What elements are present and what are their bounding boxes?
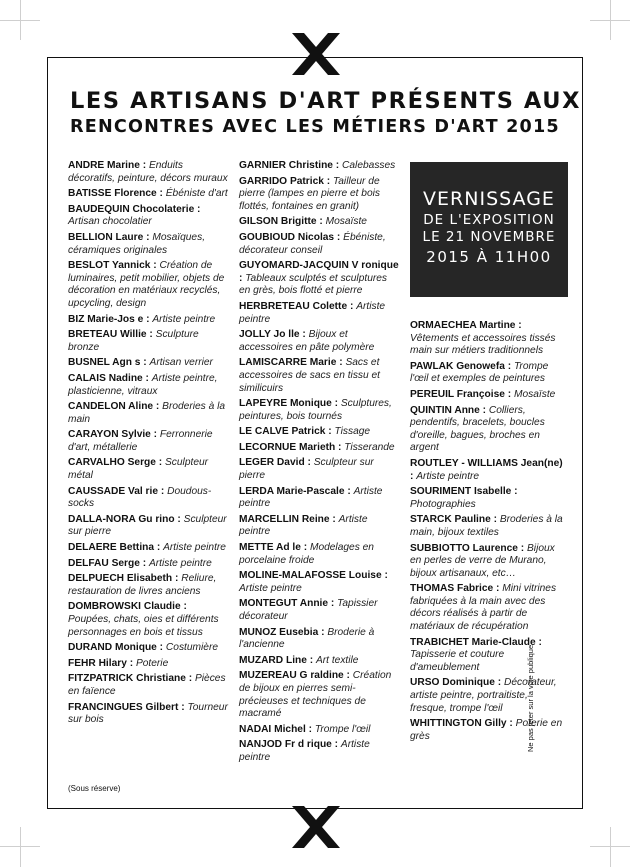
artisan-name: GARRIDO Patrick : bbox=[239, 175, 331, 187]
artisan-name: SOURIMENT Isabelle : bbox=[410, 486, 518, 498]
artisan-craft: Tissage bbox=[334, 426, 371, 438]
artisan-entry bbox=[68, 514, 228, 539]
artisan-entry bbox=[239, 260, 399, 298]
artisan-craft: Ébéniste d'art bbox=[165, 188, 228, 200]
footnote: (Sous réserve) bbox=[68, 784, 121, 793]
artisan-name: MUZARD Line : bbox=[239, 654, 314, 666]
vernissage-time: 2015 À 11H00 bbox=[426, 248, 552, 266]
artisan-craft: Colliers, pendentifs, bracelets, boucles d'oreille, bagues, broches en argent bbox=[410, 404, 545, 454]
artisan-entry bbox=[410, 458, 565, 483]
artisan-entry bbox=[410, 583, 565, 633]
crop-mark bbox=[0, 20, 40, 21]
artisan-entry bbox=[68, 558, 228, 571]
artisan-craft: Mini vitrines fabriquées à la main avec des décors réalisés à partir de matériaux de récupération bbox=[410, 583, 557, 633]
artisan-entry bbox=[68, 314, 228, 327]
artisan-column-1 bbox=[68, 160, 228, 730]
artisan-craft: Mosaïste bbox=[325, 216, 367, 228]
artisan-name: CARVALHO Serge : bbox=[68, 457, 163, 469]
artisan-name: TRABICHET Marie-Claude : bbox=[410, 636, 542, 648]
artisan-name: FITZPATRICK Christiane : bbox=[68, 673, 193, 685]
artisan-craft: Tisserande bbox=[344, 441, 395, 453]
artisan-entry bbox=[239, 176, 399, 214]
artisan-name: DALLA-NORA Gu rino : bbox=[68, 513, 181, 525]
crop-mark bbox=[0, 846, 40, 847]
artisan-name: THOMAS Fabrice : bbox=[410, 583, 500, 595]
artisan-entry bbox=[68, 160, 228, 185]
artisan-name: WHITTINGTON Gilly : bbox=[410, 718, 513, 730]
artisan-name: LAMISCARRE Marie : bbox=[239, 357, 343, 369]
artisan-craft: Sculpture bronze bbox=[68, 329, 199, 353]
artisan-entry bbox=[410, 361, 565, 386]
artisan-entry bbox=[68, 702, 228, 727]
artisan-name: BIZ Marie-Jos e : bbox=[68, 313, 150, 325]
artisan-entry bbox=[239, 442, 399, 455]
artisan-name: DOMBROWSKI Claudie : bbox=[68, 601, 187, 613]
crop-mark bbox=[590, 846, 630, 847]
artisan-name: ROUTLEY - WILLIAMS Jean(ne) : bbox=[410, 457, 563, 482]
artisan-name: GILSON Brigitte : bbox=[239, 216, 323, 228]
artisan-craft: Broderies à la main, bijoux textiles bbox=[410, 514, 563, 538]
artisan-entry bbox=[68, 429, 228, 454]
artisan-craft: Ferronnerie d'art, métallerie bbox=[68, 429, 213, 453]
artisan-name: FEHR Hilary : bbox=[68, 657, 134, 669]
artisan-craft: Artiste peintre bbox=[239, 582, 302, 594]
artisan-craft: Artiste peintre, plasticienne, vitraux bbox=[68, 372, 218, 397]
artisan-craft: Artiste peintre bbox=[239, 739, 370, 763]
artisan-entry bbox=[68, 457, 228, 482]
artisan-entry bbox=[239, 301, 399, 326]
artisan-craft: Art textile bbox=[315, 654, 359, 666]
artisan-entry bbox=[410, 677, 565, 715]
cross-bottom-icon bbox=[286, 800, 346, 848]
artisan-name: CALAIS Nadine : bbox=[68, 372, 149, 384]
artisan-entry bbox=[68, 601, 228, 639]
artisan-craft: Calebasses bbox=[342, 160, 396, 171]
artisan-name: NANJOD Fr d rique : bbox=[239, 739, 339, 751]
artisan-name: MONTEGUT Annie : bbox=[239, 598, 335, 610]
artisan-name: DELFAU Serge : bbox=[68, 557, 147, 569]
artisan-craft: Artiste peintre bbox=[239, 513, 368, 538]
artisan-entry bbox=[68, 204, 228, 229]
artisan-entry bbox=[410, 320, 565, 358]
artisan-entry bbox=[239, 598, 399, 623]
artisan-name: SUBBIOTTO Laurence : bbox=[410, 542, 525, 554]
artisan-craft: Artiste peintre bbox=[163, 542, 226, 554]
artisan-name: JOLLY Jo lle : bbox=[239, 329, 306, 341]
artisan-entry bbox=[239, 627, 399, 652]
artisan-name: CANDELON Aline : bbox=[68, 401, 160, 413]
artisan-craft: Vêtements et accessoires tissés main sur métiers traditionnels bbox=[410, 332, 556, 357]
artisan-entry bbox=[239, 426, 399, 439]
artisan-craft: Poterie bbox=[135, 657, 169, 669]
artisan-name: NADAI Michel : bbox=[239, 723, 313, 735]
artisan-entry bbox=[68, 673, 228, 698]
artisan-name: METTE Ad le : bbox=[239, 542, 308, 554]
artisan-entry bbox=[68, 373, 228, 398]
artisan-entry bbox=[239, 724, 399, 737]
artisan-entry bbox=[68, 232, 228, 257]
artisan-entry bbox=[68, 542, 228, 555]
artisan-name: LECORNUE Marieth : bbox=[239, 441, 342, 453]
artisan-name: DURAND Monique : bbox=[68, 642, 164, 654]
artisan-craft: Sculpteur sur pierre bbox=[239, 457, 374, 482]
artisan-name: BELLION Laure : bbox=[68, 231, 150, 243]
crop-mark bbox=[610, 827, 611, 867]
artisan-craft: Sculpteur sur pierre bbox=[68, 513, 227, 538]
artisan-name: LEGER David : bbox=[239, 457, 311, 469]
artisan-name: MOLINE-MALAFOSSE Louise : bbox=[239, 570, 388, 582]
title-line-1: LES ARTISANS D'ART PRÉSENTS AUX bbox=[70, 88, 582, 114]
artisan-name: PAWLAK Genowefa : bbox=[410, 360, 512, 372]
title-line-2: RENCONTRES AVEC LES MÉTIERS D'ART 2015 bbox=[70, 117, 560, 137]
artisan-craft: Poterie en grès bbox=[410, 718, 563, 742]
artisan-craft: Tapissier décorateur bbox=[239, 598, 378, 622]
artisan-name: BATISSE Florence : bbox=[68, 188, 163, 200]
artisan-entry bbox=[410, 514, 565, 539]
artisan-craft: Artiste peintre bbox=[152, 313, 216, 325]
artisan-craft: Tailleur de pierre (lampes en pierre et bois flottés, fontaines en granit) bbox=[239, 175, 380, 212]
artisan-entry bbox=[239, 457, 399, 482]
artisan-entry bbox=[68, 357, 228, 370]
vernissage-title: VERNISSAGE bbox=[423, 188, 555, 210]
artisan-craft: Photographies bbox=[410, 498, 476, 510]
artisan-name: DELAERE Bettina : bbox=[68, 542, 161, 554]
artisan-entry bbox=[68, 573, 228, 598]
artisan-craft: Artiste peintre bbox=[239, 485, 383, 510]
artisan-name: STARCK Pauline : bbox=[410, 514, 497, 526]
crop-mark bbox=[590, 20, 630, 21]
artisan-name: URSO Dominique : bbox=[410, 677, 502, 689]
artisan-craft: Ébéniste, décorateur conseil bbox=[239, 231, 386, 256]
artisan-name: DELPUECH Elisabeth : bbox=[68, 573, 179, 585]
artisan-entry bbox=[410, 543, 565, 581]
artisan-craft: Création de bijoux en pierres semi-précieuses et techniques de macramé bbox=[239, 670, 392, 720]
artisan-craft: Décorateur, artiste peintre, portraitiste, fresque, trompe l'œil bbox=[410, 677, 557, 714]
artisan-craft: Costumière bbox=[165, 642, 219, 654]
artisan-column-2 bbox=[239, 160, 399, 768]
artisan-entry bbox=[239, 329, 399, 354]
artisan-entry bbox=[239, 570, 399, 595]
crop-mark bbox=[20, 827, 21, 867]
artisan-craft: Pièces en faïence bbox=[68, 673, 226, 697]
artisan-craft: Tourneur sur bois bbox=[68, 701, 228, 726]
artisan-craft: Mosaïques, céramiques originales bbox=[68, 231, 206, 256]
artisan-craft: Broderies à la main bbox=[68, 401, 226, 425]
artisan-entry bbox=[239, 514, 399, 539]
artisan-name: CAUSSADE Val rie : bbox=[68, 485, 165, 497]
artisan-craft: Mosaïste bbox=[514, 388, 556, 400]
artisan-entry bbox=[239, 655, 399, 668]
artisan-entry bbox=[68, 260, 228, 310]
artisan-name: CARAYON Sylvie : bbox=[68, 429, 158, 441]
artisan-entry bbox=[239, 398, 399, 423]
artisan-entry bbox=[410, 486, 565, 511]
artisan-entry bbox=[239, 160, 399, 173]
artisan-entry bbox=[410, 637, 565, 675]
artisan-craft: Sacs et accessoires de sacs en tissu et similicuirs bbox=[239, 357, 380, 394]
artisan-entry bbox=[68, 188, 228, 201]
artisan-entry bbox=[239, 670, 399, 720]
artisan-craft: Sculptures, peintures, bois tournés bbox=[239, 398, 392, 422]
artisan-entry bbox=[410, 718, 565, 743]
artisan-entry bbox=[239, 739, 399, 764]
artisan-name: LERDA Marie-Pascale : bbox=[239, 485, 351, 497]
artisan-entry bbox=[68, 329, 228, 354]
artisan-name: GOUBIOUD Nicolas : bbox=[239, 231, 341, 243]
artisan-column-3 bbox=[410, 320, 565, 746]
artisan-entry bbox=[239, 232, 399, 257]
artisan-name: LE CALVE Patrick : bbox=[239, 426, 332, 438]
artisan-name: BAUDEQUIN Chocolaterie : bbox=[68, 203, 201, 215]
artisan-name: BRETEAU Willie : bbox=[68, 329, 153, 341]
artisan-name: ORMAECHEA Martine : bbox=[410, 320, 522, 331]
artisan-craft: Sculpteur métal bbox=[68, 457, 209, 482]
artisan-entry bbox=[410, 389, 565, 402]
artisan-craft: Artisan verrier bbox=[149, 357, 213, 369]
artisan-entry bbox=[68, 642, 228, 655]
artisan-name: ANDRE Marine : bbox=[68, 160, 147, 171]
artisan-craft: Création de luminaires, petit mobilier, objets de décoration en matériaux recyclés, upcycling, design bbox=[68, 260, 225, 309]
artisan-name: BESLOT Yannick : bbox=[68, 260, 157, 272]
artisan-craft: Trompe l'œil et exemples de peintures bbox=[410, 360, 549, 385]
artisan-craft: Artisan chocolatier bbox=[68, 216, 152, 228]
artisan-craft: Bijoux en perles de verre de Murano, bijoux artisanaux, etc… bbox=[410, 542, 555, 579]
artisan-entry bbox=[239, 486, 399, 511]
artisan-entry bbox=[410, 405, 565, 455]
artisan-name: MARCELLIN Reine : bbox=[239, 513, 336, 525]
artisan-name: QUINTIN Anne : bbox=[410, 404, 487, 416]
artisan-craft: Artiste peintre bbox=[239, 300, 386, 325]
artisan-craft: Modelages en porcelaine froide bbox=[239, 542, 374, 566]
artisan-craft: Doudous-socks bbox=[68, 485, 212, 510]
artisan-craft: Broderie à l'ancienne bbox=[239, 626, 375, 651]
artisan-craft: Poupées, chats, oies et différents personnages en bois et tissus bbox=[68, 614, 219, 638]
artisan-craft: Trompe l'œil bbox=[314, 723, 371, 735]
artisan-name: FRANCINGUES Gilbert : bbox=[68, 701, 185, 713]
vernissage-subtitle: DE L'EXPOSITION bbox=[423, 212, 555, 228]
artisan-name: MUZEREAU G raldine : bbox=[239, 670, 350, 682]
cross-top-icon bbox=[286, 33, 346, 81]
artisan-entry bbox=[239, 542, 399, 567]
vernissage-box bbox=[410, 162, 568, 297]
artisan-name: MUNOZ Eusebia : bbox=[239, 626, 325, 638]
artisan-entry bbox=[239, 357, 399, 395]
artisan-name: HERBRETEAU Colette : bbox=[239, 300, 354, 312]
artisan-name: GARNIER Christine : bbox=[239, 160, 340, 171]
artisan-entry bbox=[68, 658, 228, 671]
artisan-craft: Tapisserie et couture d'ameublement bbox=[410, 649, 505, 673]
vernissage-date: LE 21 NOVEMBRE bbox=[422, 229, 556, 245]
artisan-entry bbox=[68, 486, 228, 511]
artisan-craft: Enduits décoratifs, peinture, décors muraux bbox=[68, 160, 228, 184]
artisan-craft: Bijoux et accessoires en pâte polymère bbox=[239, 329, 375, 353]
artisan-craft: Artiste peintre bbox=[416, 470, 480, 482]
recycling-note: Ne pas jeter sur la voie publique bbox=[526, 644, 535, 752]
artisan-name: GUYOMARD-JACQUIN V ronique : bbox=[239, 260, 399, 284]
artisan-craft: Reliure, restauration de livres anciens bbox=[68, 573, 217, 597]
artisan-craft: Tableaux sculptés et sculptures en grès, bois flotté et pierre bbox=[239, 272, 388, 297]
artisan-entry bbox=[239, 216, 399, 229]
artisan-name: LAPEYRE Monique : bbox=[239, 398, 339, 410]
artisan-name: PEREUIL Françoise : bbox=[410, 388, 512, 400]
artisan-name: BUSNEL Agn s : bbox=[68, 357, 147, 369]
artisan-entry bbox=[68, 401, 228, 426]
artisan-craft: Artiste peintre bbox=[148, 557, 212, 569]
